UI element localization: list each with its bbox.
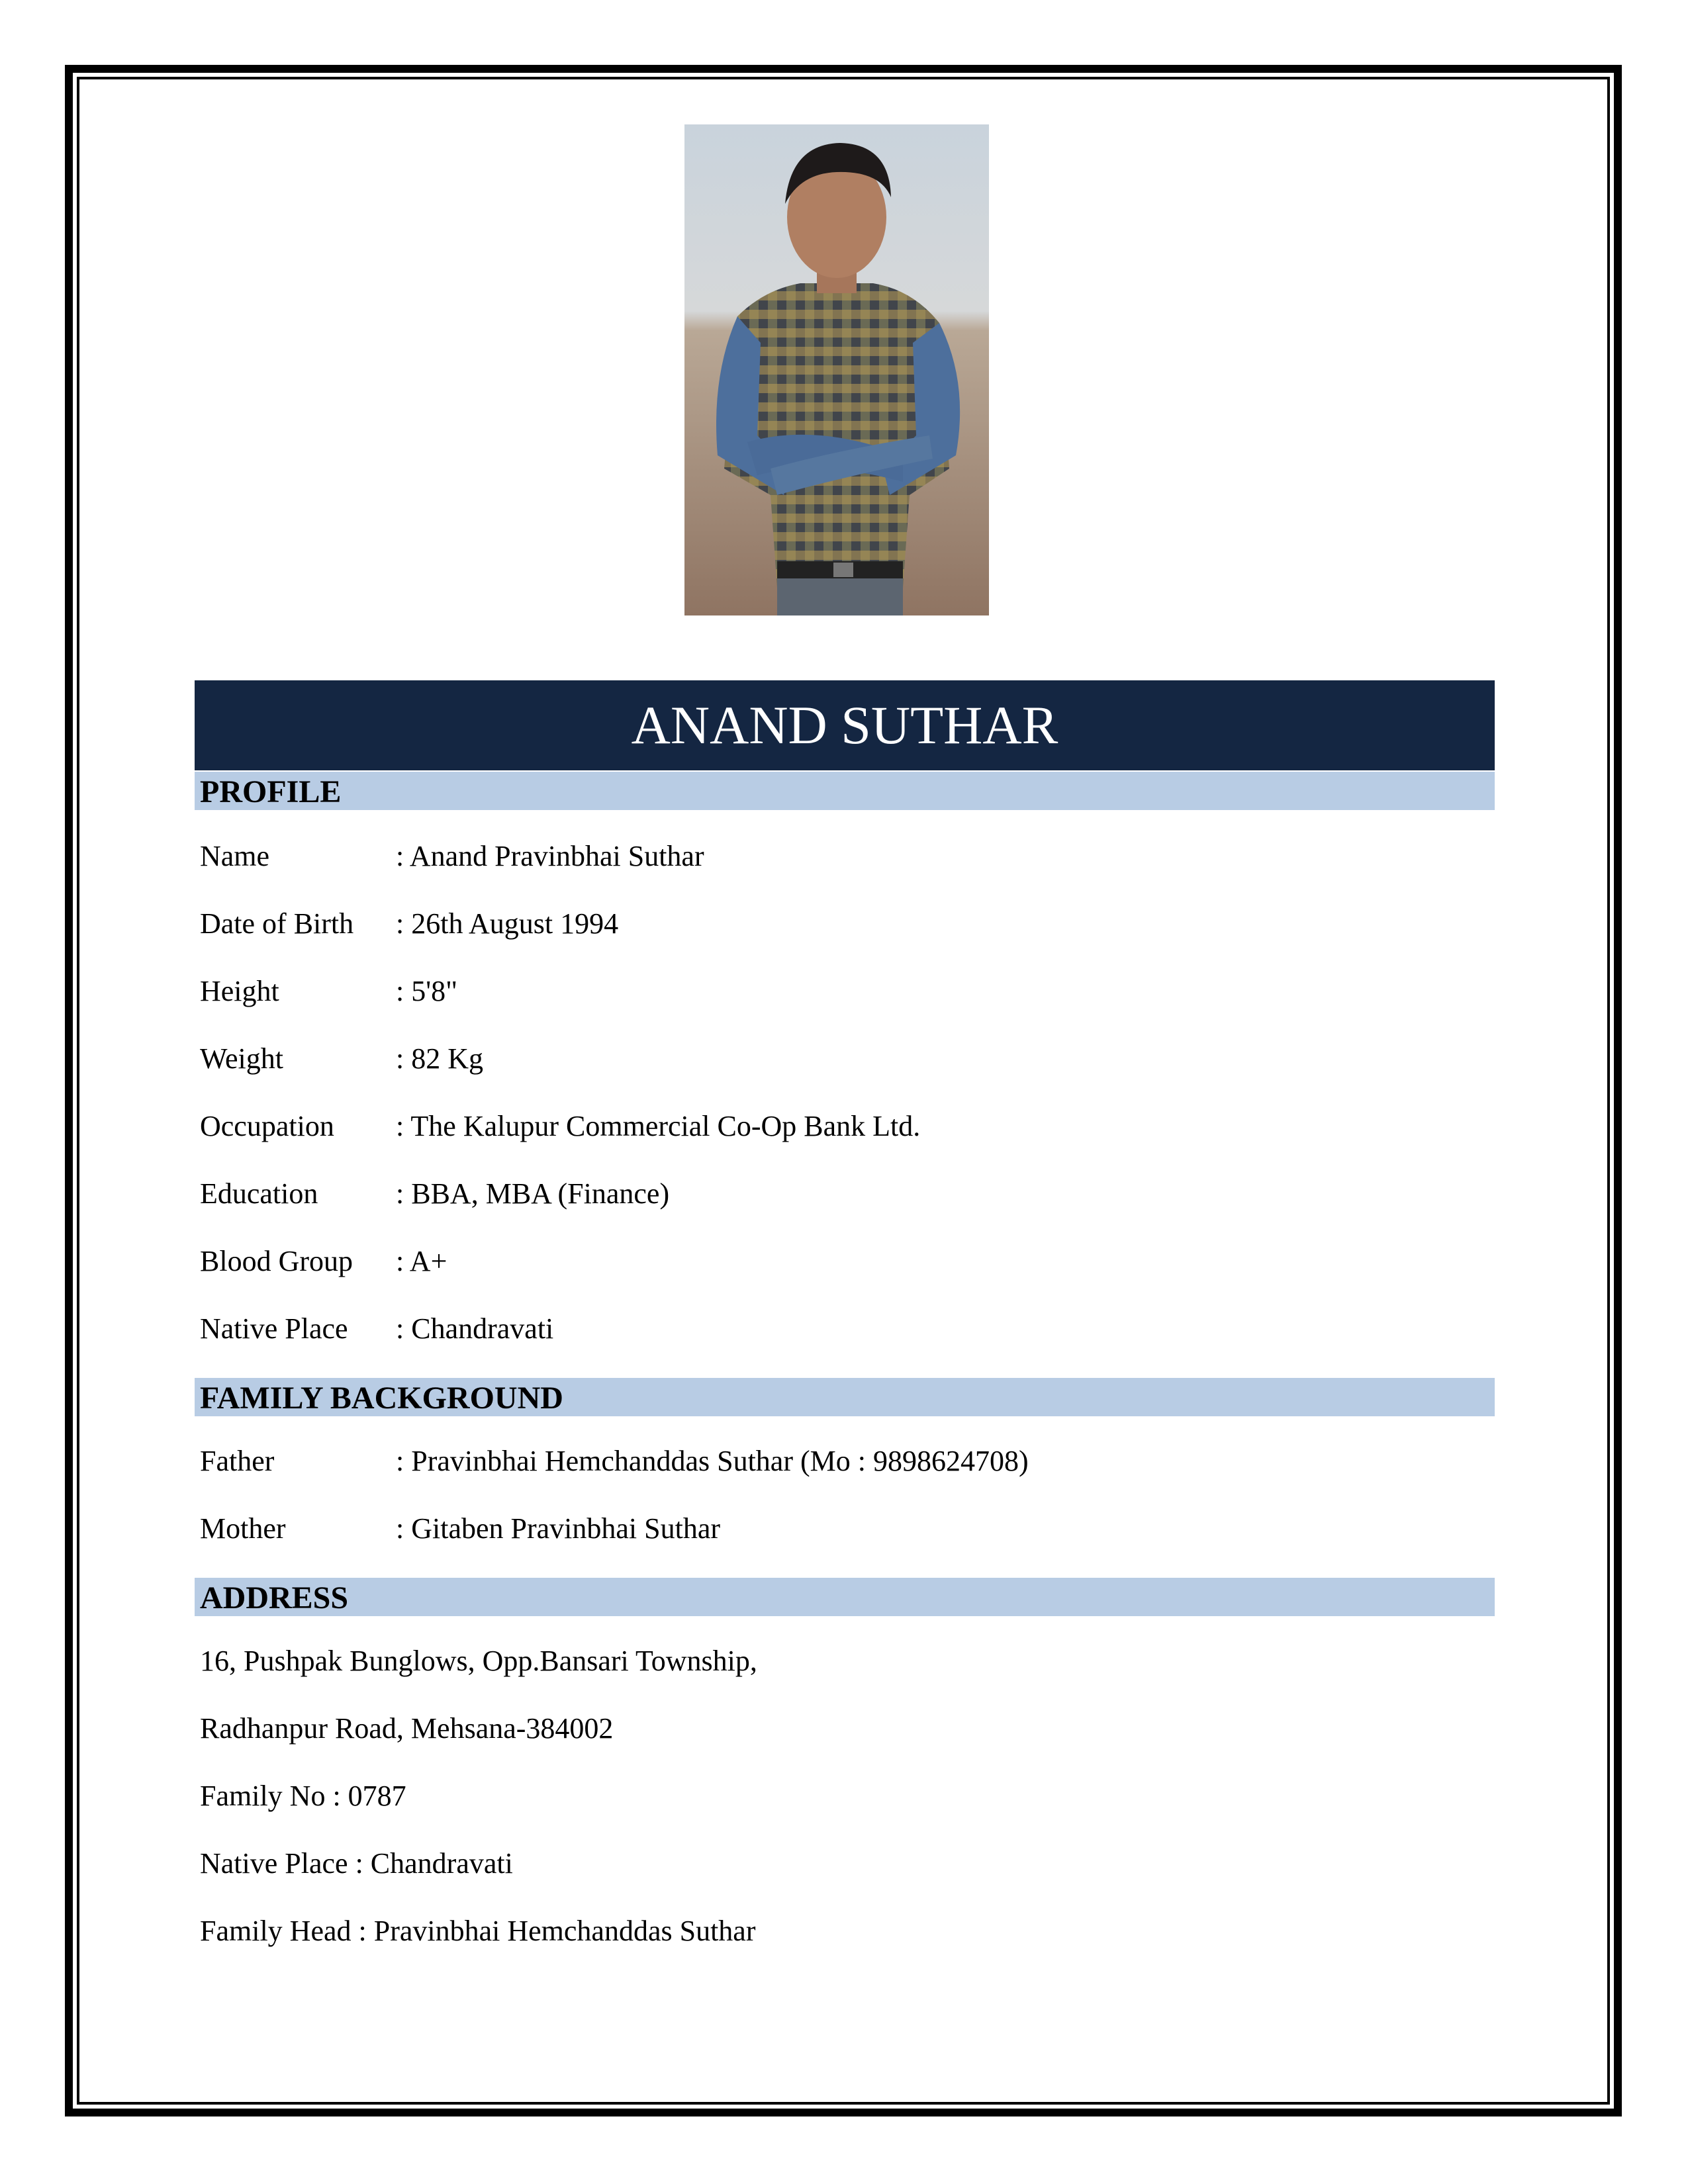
profile-row-native-place [200,1310,553,1347]
address-line: 16, Pushpak Bunglows, Opp.Bansari Township, [200,1645,757,1677]
row-value: : The Kalupur Commercial Co-Op Bank Ltd. [396,1110,921,1142]
row-label: Occupation [200,1110,334,1142]
row-label: Blood Group [200,1245,353,1277]
row-label: Mother [200,1512,286,1545]
address-line: Radhanpur Road, Mehsana-384002 [200,1712,614,1745]
native-place-line: Native Place : Chandravati [200,1847,513,1880]
row-value: : 26th August 1994 [396,907,619,940]
name-banner: ANAND SUTHAR [195,680,1495,770]
row-value: : 5'8" [396,975,458,1007]
row-value: : BBA, MBA (Finance) [396,1177,670,1210]
family-heading: FAMILY BACKGROUND [195,1378,1495,1416]
row-value: : A+ [396,1245,447,1277]
family-row-mother [200,1510,720,1547]
address-heading: ADDRESS [195,1578,1495,1616]
row-value: : Gitaben Pravinbhai Suthar [396,1512,721,1545]
row-label: Education [200,1177,318,1210]
row-label: Father [200,1445,275,1477]
profile-heading: PROFILE [195,772,1495,810]
family-head-line: Family Head : Pravinbhai Hemchanddas Suthar [200,1915,756,1947]
profile-row-name [200,838,704,875]
row-value: : Anand Pravinbhai Suthar [396,840,704,872]
profile-photo [684,124,989,615]
row-label: Name [200,840,270,872]
profile-row-blood-group [200,1243,447,1280]
row-label: Native Place [200,1312,348,1345]
row-label: Weight [200,1042,283,1075]
profile-row-dob [200,905,618,942]
profile-row-weight [200,1040,483,1077]
profile-row-height [200,973,457,1010]
row-label: Height [200,975,279,1007]
profile-row-education [200,1175,669,1212]
row-label: Date of Birth [200,907,354,940]
family-number: Family No : 0787 [200,1780,406,1812]
row-value: : Pravinbhai Hemchanddas Suthar (Mo : 9898624708) [396,1445,1029,1477]
row-value: : Chandravati [396,1312,554,1345]
row-value: : 82 Kg [396,1042,483,1075]
profile-row-occupation [200,1108,920,1145]
family-row-father [200,1443,1029,1480]
